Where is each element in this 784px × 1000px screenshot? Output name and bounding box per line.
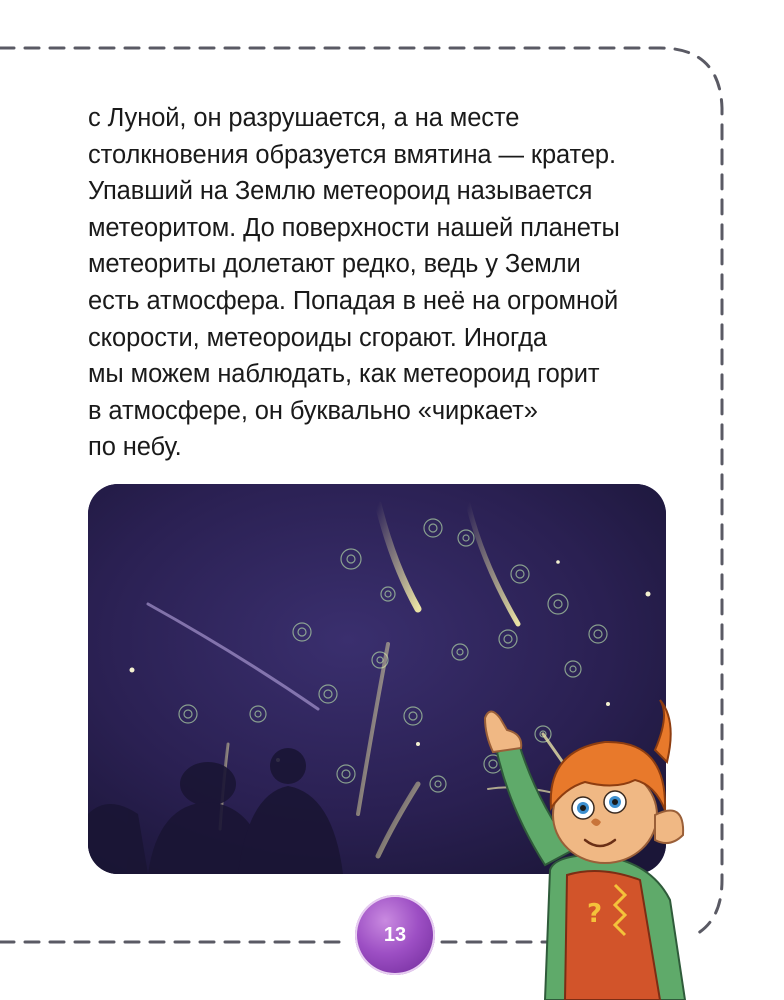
cartoon-boy-illustration	[455, 690, 715, 1000]
text-line: мы можем наблюдать, как метеороид горит	[88, 360, 600, 389]
boy-pointing-hand	[485, 712, 521, 753]
page-number: 13	[383, 924, 407, 946]
text-line: скорости, метеороиды сгорают. Иногда	[88, 323, 547, 352]
boy-ear	[655, 811, 683, 844]
text-line: есть атмосфера. Попадая в неё на огромной	[88, 286, 619, 315]
text-line: столкновения образуется вмятина — кратер.	[88, 140, 616, 169]
text-line: в атмосфере, он буквально «чиркает»	[88, 396, 538, 425]
text-line: метеориты долетают редко, ведь у Земли	[88, 250, 581, 279]
boy-hair-tuft	[655, 700, 671, 762]
body-text	[88, 100, 688, 466]
text-line: с Луной, он разрушается, а на месте	[88, 104, 520, 132]
vest-question-mark: ?	[587, 899, 603, 929]
page-number-badge	[355, 895, 435, 975]
text-line: метеоритом. До поверхности нашей планеты	[88, 213, 620, 242]
text-line: Упавший на Землю метеороид называется	[88, 177, 593, 206]
text-line: по небу.	[88, 433, 182, 462]
